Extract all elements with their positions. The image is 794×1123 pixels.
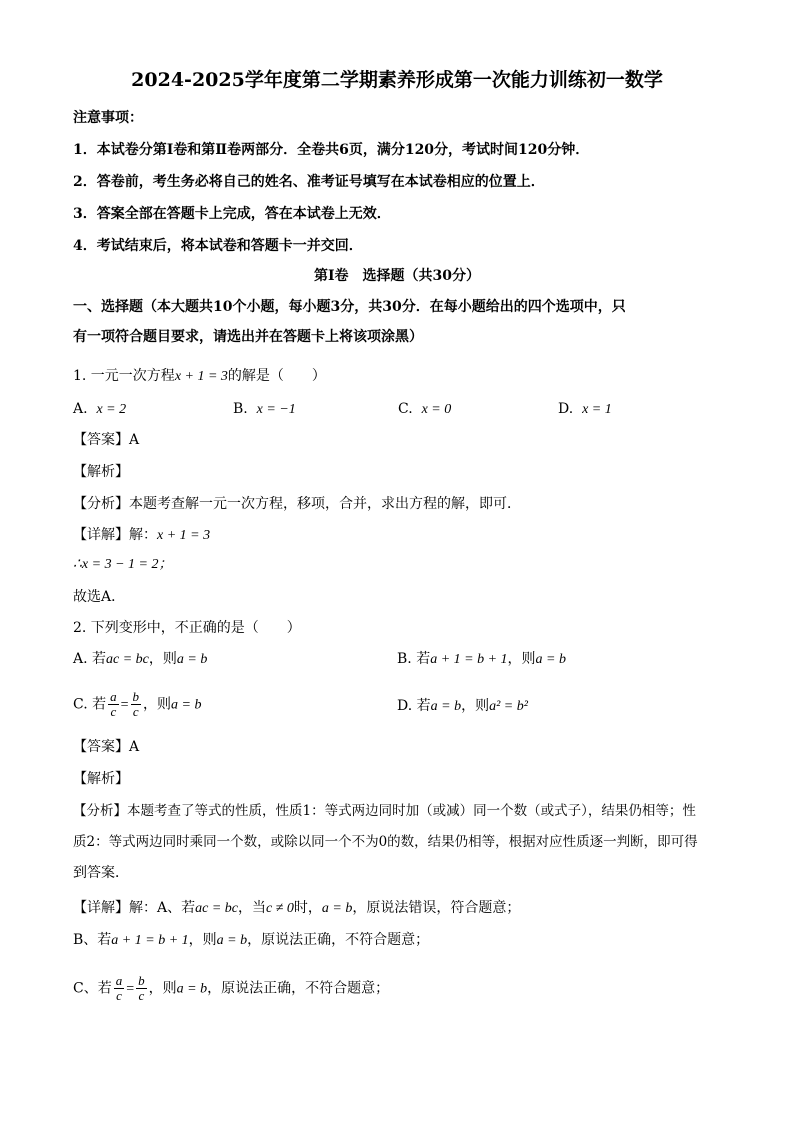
detail-text: 时， [293, 900, 322, 916]
detail-text: ，原说法正确，不符合题意； [247, 932, 430, 948]
question-1-suffix: 的解是（ ） [227, 368, 326, 384]
page-title: 2024-2025学年度第二学期素养形成第一次能力训练初一数学 [131, 69, 663, 91]
option-letter: C. [398, 401, 413, 417]
question-2-analysis-line1: 【分析】本题考查了等式的性质，性质1：等式两边同时加（或减）同一个数（或式子），结果仍相等；性 [73, 803, 696, 819]
option-text: 若 [87, 651, 107, 667]
option-expr: x = −1 [256, 402, 296, 417]
equals-sign: = [120, 697, 129, 713]
fraction [114, 974, 125, 1003]
fraction-denominator: c [138, 988, 145, 1003]
question-1-analysis: 【分析】本题考查解一元一次方程，移项，合并，求出方程的解，即可． [73, 496, 521, 512]
notice-item-2: 2．答卷前，考生务必将自己的姓名、准考证号填写在本试卷相应的位置上． [73, 174, 545, 190]
question-2-stem: 2. 下列变形中，不正确的是（ ） [73, 620, 301, 636]
question-1-analysis-label: 【解析】 [73, 464, 129, 480]
question-2-analysis-line3: 到答案． [73, 865, 129, 881]
question-2-option-b [397, 649, 566, 670]
fraction-numerator: b [138, 973, 145, 988]
fraction-numerator: a [110, 689, 117, 704]
fraction-denominator: c [110, 704, 117, 719]
question-1-prefix: 1. 一元一次方程 [73, 368, 175, 384]
question-1-stem [73, 366, 326, 387]
notice-item-4: 4．考试结束后，将本试卷和答题卡一并交回． [73, 238, 363, 254]
notice-item-1: 1．本试卷分第Ⅰ卷和第Ⅱ卷两部分．全卷共6页，满分120分，考试时间120分钟． [73, 142, 590, 158]
question-1-option-a [73, 399, 126, 420]
option-letter: D. [397, 698, 413, 714]
fraction-numerator: a [115, 973, 123, 988]
option-result: a = b [176, 652, 208, 667]
fraction [131, 690, 142, 719]
option-letter: A. [73, 651, 88, 667]
detail-result: a = b [216, 933, 248, 948]
option-text: ，则 [507, 651, 536, 667]
question-2-option-d [397, 696, 528, 717]
notice-item-3: 3．答案全部在答题卡上完成，答在本试卷上无效． [73, 206, 391, 222]
fraction [108, 690, 119, 719]
question-1-conclusion: 故选A． [73, 589, 126, 605]
detail-text: C、若 [73, 980, 112, 997]
option-condition: a = b [430, 699, 462, 714]
option-text: ，则 [461, 698, 490, 714]
question-2-analysis-line2: 质2：等式两边同时乘同一个数，或除以同一个不为0的数，结果仍相等，根据对应性质逐一判断，即可得 [73, 834, 698, 850]
question-1-detail-step: ∴x = 3 − 1 = 2； [73, 557, 173, 572]
option-text: ，则 [148, 651, 177, 667]
notice-heading: 注意事项： [73, 110, 143, 126]
detail-condition: a + 1 = b + 1 [111, 933, 189, 948]
option-condition: a + 1 = b + 1 [430, 652, 508, 667]
question-1-detail [73, 525, 210, 546]
detail-text: 【详解】解：A、若 [73, 900, 196, 916]
detail-text: ，则 [188, 932, 217, 948]
option-letter: D. [558, 401, 574, 417]
option-letter: C. [73, 696, 88, 713]
detail-result: a = b [176, 981, 208, 997]
detail-label: 【详解】解： [73, 527, 157, 543]
detail-condition: ac = bc [195, 901, 238, 916]
section-instruction-line2: 有一项符合题目要求，请选出并在答题卡上将该项涂黑） [73, 329, 423, 345]
fraction [136, 974, 147, 1003]
option-letter: B. [397, 651, 412, 667]
option-text: ，则 [143, 696, 172, 713]
detail-result: a = b [321, 901, 353, 916]
option-text: 若 [412, 698, 431, 714]
equals-sign: = [126, 981, 135, 997]
option-text: 若 [87, 696, 107, 713]
option-expr: x = 2 [96, 402, 127, 417]
section-heading: 第Ⅰ卷 选择题（共30分） [313, 268, 481, 284]
option-expr: x = 1 [582, 402, 612, 417]
question-2-detail-b [73, 930, 429, 951]
option-letter: A. [73, 401, 88, 417]
detail-text: ，则 [148, 980, 177, 997]
detail-text: ，原说法错误，符合题意； [352, 900, 521, 916]
detail-equation: x + 1 = 3 [157, 528, 211, 543]
fraction-denominator: c [116, 988, 122, 1003]
option-letter: B. [233, 401, 248, 417]
option-text: 若 [411, 651, 431, 667]
option-condition: ac = bc [106, 652, 149, 667]
question-2-option-c [73, 690, 201, 719]
question-1-answer: 【答案】A [73, 432, 140, 448]
option-result: a² = b² [489, 699, 528, 714]
question-2-analysis-label: 【解析】 [73, 771, 129, 787]
section-instruction-line1: 一、选择题（本大题共10个小题，每小题3分，共30分．在每小题给出的四个选项中，只 [73, 299, 626, 315]
detail-text: ，当 [238, 900, 266, 916]
question-2-detail-a [73, 898, 520, 919]
question-1-option-d [558, 399, 612, 420]
question-1-equation: x + 1 = 3 [174, 369, 228, 384]
question-1-option-c [398, 399, 451, 420]
question-2-detail-c [73, 974, 389, 1003]
question-2-option-a [73, 649, 207, 670]
detail-text: B、若 [73, 932, 112, 948]
option-result: a = b [535, 652, 566, 667]
question-1-option-b [233, 399, 296, 420]
fraction-denominator: c [132, 704, 139, 719]
question-2-answer: 【答案】A [73, 739, 140, 755]
detail-text: ，原说法正确，不符合题意； [207, 980, 390, 997]
detail-condition: c ≠ 0 [266, 901, 294, 916]
option-expr: x = 0 [421, 402, 452, 417]
fraction-numerator: b [132, 689, 140, 704]
option-result: a = b [171, 697, 202, 713]
